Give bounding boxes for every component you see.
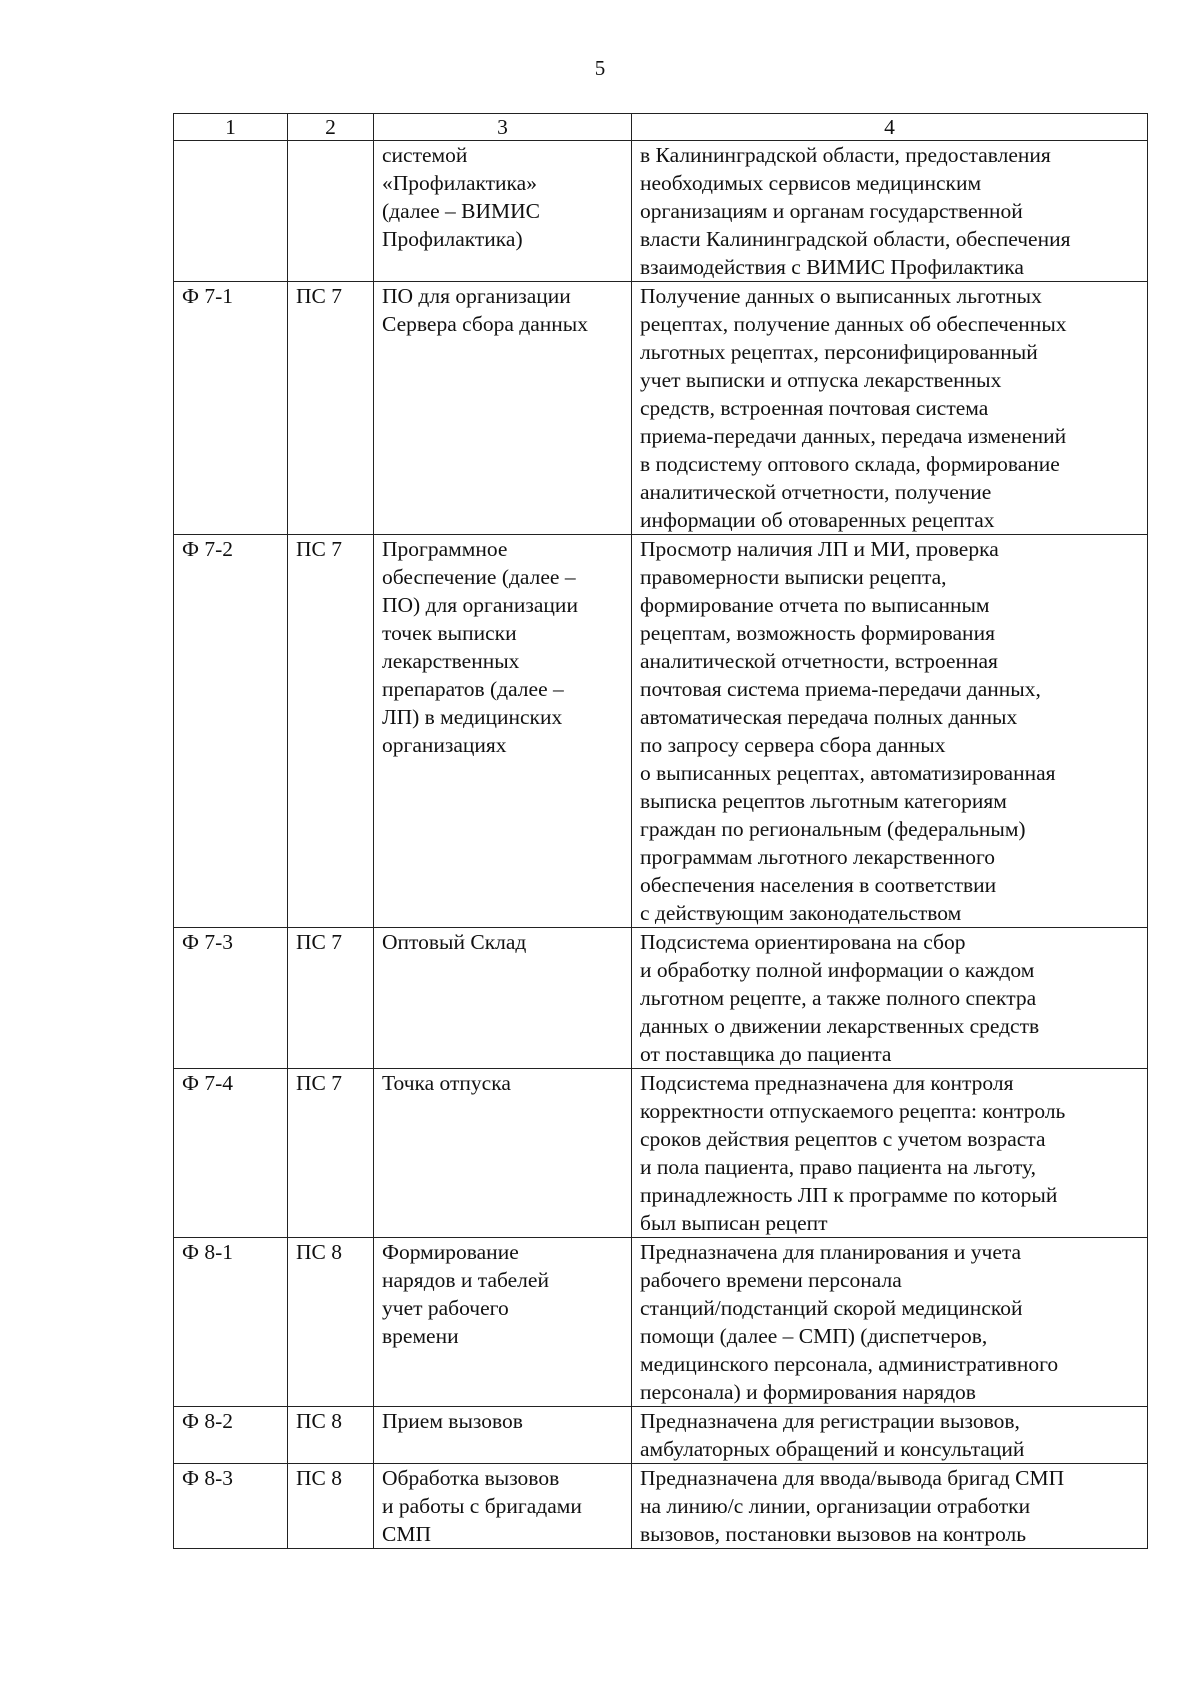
- function-description-line: помощи (далее – СМП) (диспетчеров,: [640, 1324, 988, 1348]
- function-name-line: лекарственных: [382, 649, 520, 673]
- table-row: [174, 1238, 1148, 1407]
- function-description-line: на линию/с линии, организации отработки: [640, 1494, 1031, 1518]
- subsystem-cell: ПС 7: [288, 282, 374, 535]
- function-description-line: программам льготного лекарственного: [640, 845, 996, 869]
- function-description-line: и обработку полной информации о каждом: [640, 958, 1035, 982]
- function-name-line: учет рабочего: [382, 1296, 509, 1320]
- function-description-line: Предназначена для планирования и учета: [640, 1240, 1022, 1264]
- function-description-line: формирование отчета по выписанным: [640, 593, 990, 617]
- function-description-line: правомерности выписки рецепта,: [640, 565, 947, 589]
- function-code-cell: Ф 7-1: [174, 282, 288, 535]
- function-description-line: льготных рецептах, персонифицированный: [640, 340, 1038, 364]
- function-name-cell: [374, 1407, 632, 1464]
- function-name-line: Точка отпуска: [382, 1071, 511, 1095]
- function-name-line: точек выписки: [382, 621, 517, 645]
- subsystem-cell: ПС 8: [288, 1464, 374, 1549]
- table-row: [174, 928, 1148, 1069]
- subsystem-cell: ПС 7: [288, 928, 374, 1069]
- function-code-cell: Ф 7-3: [174, 928, 288, 1069]
- function-name-line: системой: [382, 143, 468, 167]
- function-description-line: и пола пациента, право пациента на льготу,: [640, 1155, 1036, 1179]
- function-description-line: Просмотр наличия ЛП и МИ, проверка: [640, 537, 999, 561]
- subsystem-cell: [288, 141, 374, 282]
- function-description-line: выписка рецептов льготным категориям: [640, 789, 1007, 813]
- function-description-cell: [632, 1069, 1148, 1238]
- table-row: [174, 535, 1148, 928]
- function-description-cell: [632, 1238, 1148, 1407]
- function-code-cell: Ф 8-3: [174, 1464, 288, 1549]
- function-description-line: взаимодействия с ВИМИС Профилактика: [640, 255, 1024, 279]
- function-description-line: обеспечения населения в соответствии: [640, 873, 997, 897]
- function-name-line: нарядов и табелей: [382, 1268, 549, 1292]
- subsystem-cell: ПС 7: [288, 535, 374, 928]
- function-description-line: рецептах, получение данных об обеспеченных: [640, 312, 1067, 336]
- function-name-line: Профилактика): [382, 227, 523, 251]
- table-row: [174, 282, 1148, 535]
- function-code-cell: Ф 8-2: [174, 1407, 288, 1464]
- function-description-line: граждан по региональным (федеральным): [640, 817, 1026, 841]
- function-description-line: о выписанных рецептах, автоматизированная: [640, 761, 1056, 785]
- function-name-line: препаратов (далее –: [382, 677, 564, 701]
- function-description-line: аналитической отчетности, получение: [640, 480, 992, 504]
- function-name-line: Программное: [382, 537, 508, 561]
- table-body: [174, 141, 1148, 1549]
- function-name-line: обеспечение (далее –: [382, 565, 576, 589]
- table-row: [174, 1069, 1148, 1238]
- function-description-line: рабочего времени персонала: [640, 1268, 902, 1292]
- function-description-line: от поставщика до пациента: [640, 1042, 892, 1066]
- function-description-line: был выписан рецепт: [640, 1211, 828, 1235]
- function-description-line: Подсистема ориентирована на сбор: [640, 930, 966, 954]
- function-name-line: (далее – ВИМИС: [382, 199, 540, 223]
- function-description-line: в Калининградской области, предоставления: [640, 143, 1051, 167]
- function-description-line: средств, встроенная почтовая система: [640, 396, 989, 420]
- function-description-line: амбулаторных обращений и консультаций: [640, 1437, 1025, 1461]
- column-header-4: 4: [632, 114, 1148, 141]
- page-number: 5: [594, 56, 606, 80]
- function-description-line: рецептам, возможность формирования: [640, 621, 995, 645]
- function-description-line: приема-передачи данных, передача изменений: [640, 424, 1067, 448]
- function-description-line: информации об отоваренных рецептах: [640, 508, 995, 532]
- function-description-line: Предназначена для регистрации вызовов,: [640, 1409, 1020, 1433]
- subsystem-cell: ПС 8: [288, 1407, 374, 1464]
- function-name-line: ПО для организации: [382, 284, 571, 308]
- function-description-line: медицинского персонала, административного: [640, 1352, 1059, 1376]
- function-description-cell: [632, 1407, 1148, 1464]
- function-description-line: Получение данных о выписанных льготных: [640, 284, 1042, 308]
- function-name-cell: [374, 535, 632, 928]
- function-name-cell: [374, 141, 632, 282]
- function-description-cell: [632, 1464, 1148, 1549]
- function-description-line: почтовая система приема-передачи данных,: [640, 677, 1041, 701]
- function-name-cell: [374, 1238, 632, 1407]
- function-description-line: в подсистему оптового склада, формирование: [640, 452, 1060, 476]
- function-description-line: аналитической отчетности, встроенная: [640, 649, 998, 673]
- table-row: [174, 1407, 1148, 1464]
- functions-table: [173, 113, 1148, 1549]
- function-name-line: Формирование: [382, 1240, 519, 1264]
- function-name-line: Прием вызовов: [382, 1409, 523, 1433]
- function-description-line: сроков действия рецептов с учетом возраста: [640, 1127, 1046, 1151]
- function-name-cell: [374, 282, 632, 535]
- function-description-cell: [632, 282, 1148, 535]
- function-name-line: ЛП) в медицинских: [382, 705, 563, 729]
- function-name-cell: [374, 1069, 632, 1238]
- function-name-line: ПО) для организации: [382, 593, 578, 617]
- function-description-cell: [632, 928, 1148, 1069]
- function-description-line: организациям и органам государственной: [640, 199, 1023, 223]
- function-description-line: по запросу сервера сбора данных: [640, 733, 946, 757]
- function-code-cell: Ф 7-4: [174, 1069, 288, 1238]
- function-description-line: станций/подстанций скорой медицинской: [640, 1296, 1023, 1320]
- function-name-line: и работы с бригадами: [382, 1494, 582, 1518]
- function-name-line: времени: [382, 1324, 459, 1348]
- function-name-line: организациях: [382, 733, 507, 757]
- function-description-line: Подсистема предназначена для контроля: [640, 1071, 1014, 1095]
- function-name-cell: [374, 1464, 632, 1549]
- function-description-line: данных о движении лекарственных средств: [640, 1014, 1040, 1038]
- function-description-cell: [632, 535, 1148, 928]
- function-description-line: корректности отпускаемого рецепта: контроль: [640, 1099, 1066, 1123]
- column-header-1: 1: [174, 114, 288, 141]
- function-code-cell: Ф 8-1: [174, 1238, 288, 1407]
- function-description-line: льготном рецепте, а также полного спектра: [640, 986, 1037, 1010]
- function-name-line: Обработка вызовов: [382, 1466, 560, 1490]
- function-name-line: СМП: [382, 1522, 431, 1546]
- table-row: [174, 1464, 1148, 1549]
- function-code-cell: [174, 141, 288, 282]
- function-description-line: учет выписки и отпуска лекарственных: [640, 368, 1002, 392]
- function-description-line: власти Калининградской области, обеспечения: [640, 227, 1071, 251]
- table-row: [174, 141, 1148, 282]
- function-name-line: Оптовый Склад: [382, 930, 527, 954]
- function-name-cell: [374, 928, 632, 1069]
- function-name-line: Сервера сбора данных: [382, 312, 588, 336]
- column-header-2: 2: [288, 114, 374, 141]
- function-code-cell: Ф 7-2: [174, 535, 288, 928]
- subsystem-cell: ПС 7: [288, 1069, 374, 1238]
- function-description-line: автоматическая передача полных данных: [640, 705, 1018, 729]
- function-description-line: Предназначена для ввода/вывода бригад СМП: [640, 1466, 1065, 1490]
- subsystem-cell: ПС 8: [288, 1238, 374, 1407]
- column-header-3: 3: [374, 114, 632, 141]
- function-description-line: необходимых сервисов медицинским: [640, 171, 982, 195]
- table-header-row: [174, 114, 1148, 141]
- function-description-line: вызовов, постановки вызовов на контроль: [640, 1522, 1027, 1546]
- function-description-line: с действующим законодательством: [640, 901, 962, 925]
- function-description-line: принадлежность ЛП к программе по который: [640, 1183, 1058, 1207]
- function-name-line: «Профилактика»: [382, 171, 537, 195]
- function-description-cell: [632, 141, 1148, 282]
- function-description-line: персонала) и формирования нарядов: [640, 1380, 976, 1404]
